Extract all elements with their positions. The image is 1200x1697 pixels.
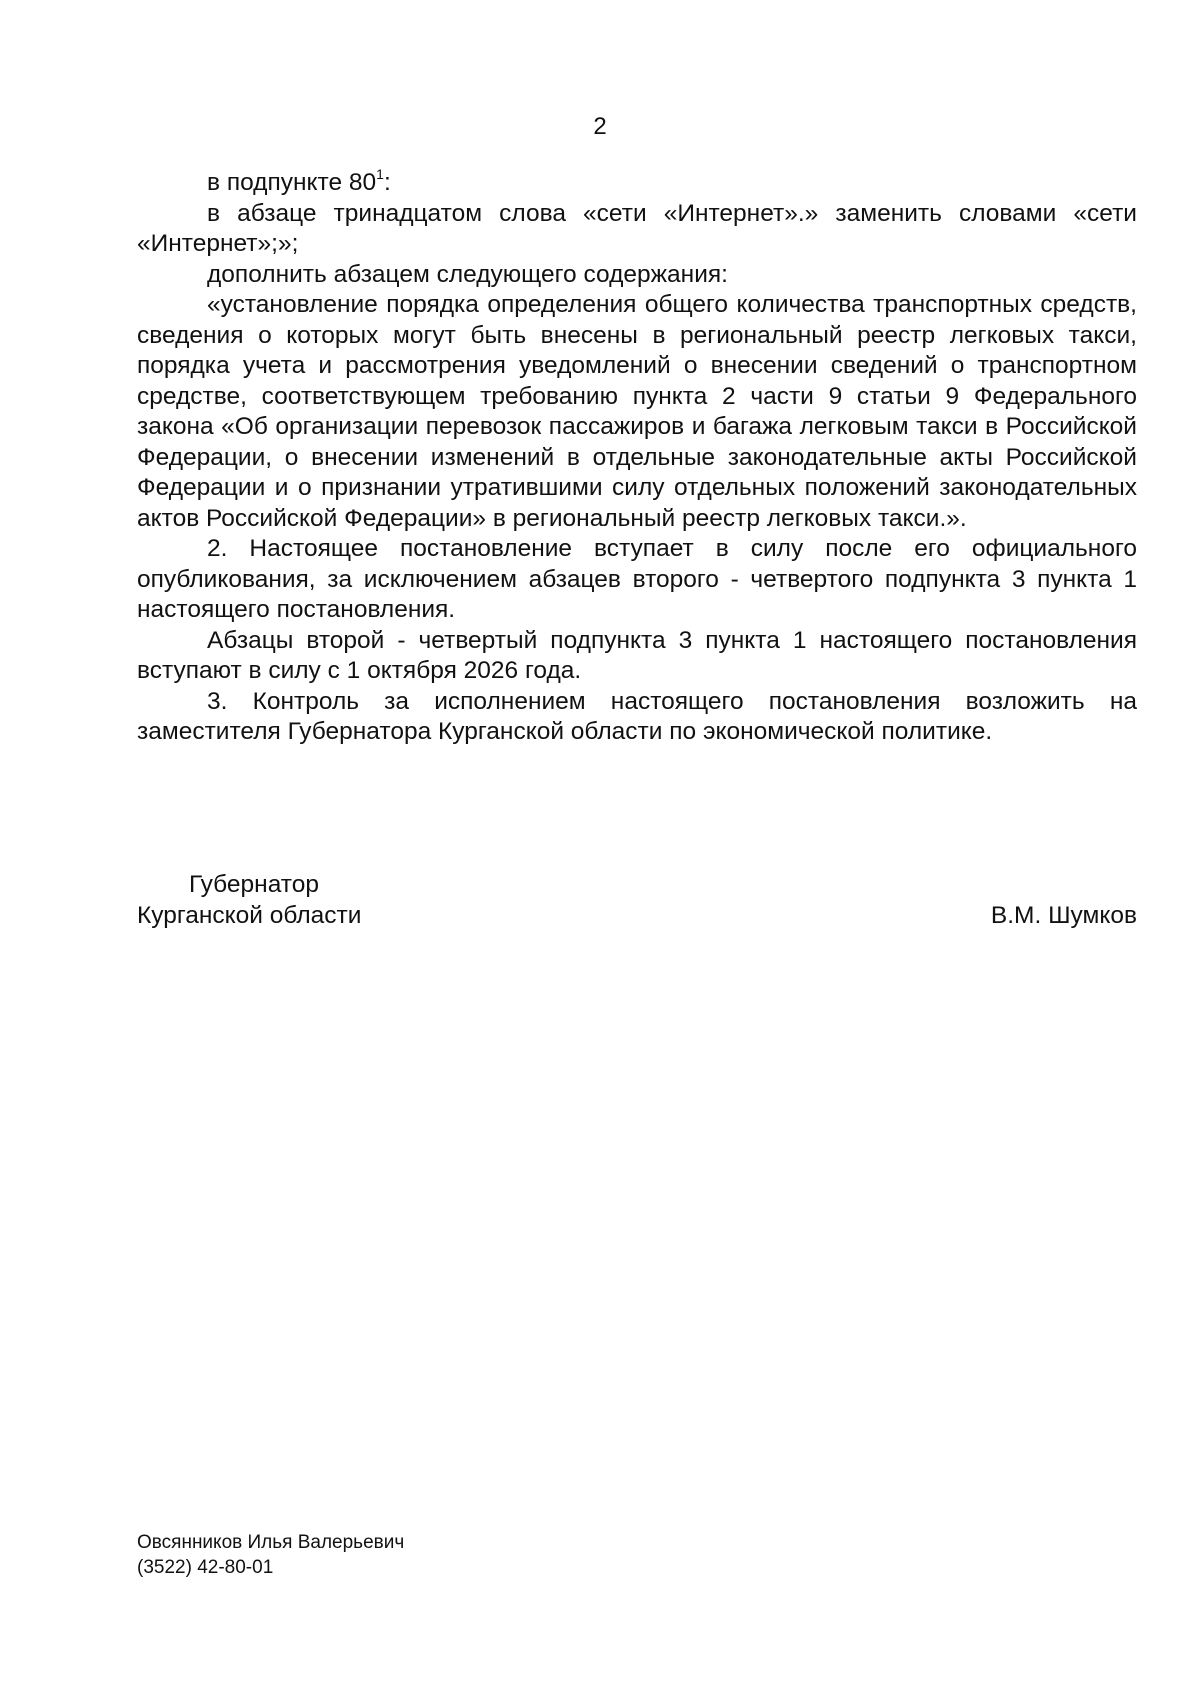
executor-footer bbox=[137, 1530, 404, 1580]
paragraph-subpoint-text: в подпункте 80 bbox=[207, 169, 377, 196]
paragraph-replace: в абзаце тринадцатом слова «сети «Интернет».» заменить словами «сети «Интернет»;»; bbox=[137, 199, 1137, 257]
paragraph-subpoint-tail: : bbox=[383, 169, 391, 196]
signature-row bbox=[137, 900, 1137, 931]
signatory-title-line2: Курганской области bbox=[137, 902, 362, 929]
superscript: 1 bbox=[376, 166, 384, 182]
signatory-title-line1: Губернатор bbox=[189, 871, 319, 898]
executor-name: Овсянников Илья Валерьевич bbox=[137, 1532, 405, 1553]
signatory-name: В.М. Шумков bbox=[990, 902, 1137, 929]
executor-phone: (3522) 42-80-01 bbox=[137, 1557, 274, 1578]
paragraph-item-2: 2. Настоящее постановление вступает в силу после его официального опубликования, за исключением абзацев второго - четвертого подпункта 3 пункта 1 настоящего постановления. bbox=[137, 535, 1137, 623]
paragraph-item-3: 3. Контроль за исполнением настоящего постановления возложить на заместителя Губернатора Курганской области по экономической политике. bbox=[137, 687, 1137, 745]
paragraph-quoted-text: «установление порядка определения общего количества транспортных средств, сведения о которых могут быть внесены в региональный реестр легковых такси, порядка учета и рассмотрения уведомлений о внесении сведений о транспортном средстве, соответствующем требованию пункта 2 части 9 статьи 9 Федерального закона «Об организации перевозок пассажиров и багажа легковым такси в Российской Федерации, о внесении изменений в отдельные законодательные акты Российской Федерации и о признании утратившими силу отдельных положений законодательных актов Российской Федерации» в региональный реестр легковых такси.». bbox=[137, 291, 1137, 532]
signature-block bbox=[137, 869, 1137, 931]
page-number: 2 bbox=[593, 113, 607, 140]
paragraph-supplement: дополнить абзацем следующего содержания: bbox=[207, 260, 728, 288]
paragraph-effective-date: Абзацы второй - четвертый подпункта 3 пункта 1 настоящего постановления вступают в силу с 1 октября 2026 года. bbox=[137, 626, 1137, 684]
document-body bbox=[137, 168, 1137, 748]
paragraph-subpoint bbox=[137, 168, 1137, 199]
